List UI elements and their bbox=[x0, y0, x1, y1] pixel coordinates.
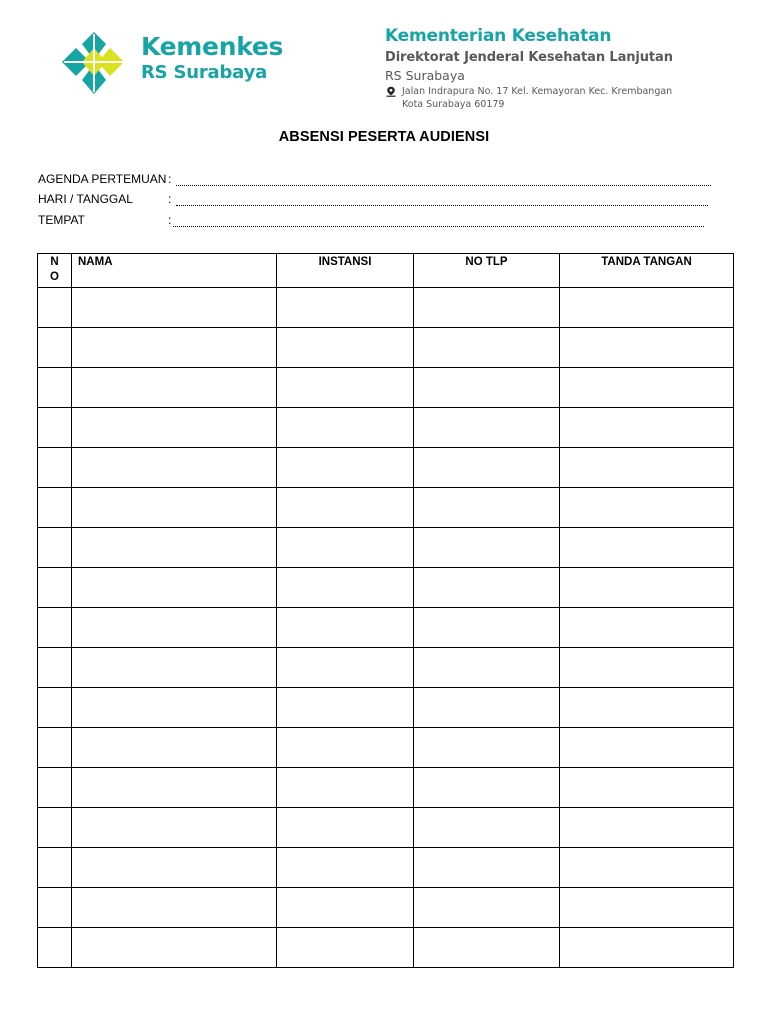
cell-tanda-tangan[interactable] bbox=[560, 928, 734, 968]
cell-no-tlp[interactable] bbox=[414, 328, 560, 368]
logo-line-rs-surabaya: RS Surabaya bbox=[141, 62, 268, 83]
cell-tanda-tangan[interactable] bbox=[560, 368, 734, 408]
cell-tanda-tangan[interactable] bbox=[560, 288, 734, 328]
cell-no[interactable] bbox=[38, 728, 72, 768]
header-tanda-tangan: TANDA TANGAN bbox=[560, 254, 734, 288]
cell-no-tlp[interactable] bbox=[414, 288, 560, 328]
cell-nama[interactable] bbox=[72, 528, 277, 568]
agenda-label: AGENDA PERTEMUAN bbox=[38, 172, 167, 186]
cell-tanda-tangan[interactable] bbox=[560, 608, 734, 648]
table-row bbox=[38, 568, 734, 608]
hari-tanggal-colon: : bbox=[168, 192, 172, 206]
table-row bbox=[38, 928, 734, 968]
table-row bbox=[38, 728, 734, 768]
cell-nama[interactable] bbox=[72, 648, 277, 688]
cell-no-tlp[interactable] bbox=[414, 848, 560, 888]
header-instansi: INSTANSI bbox=[277, 254, 414, 288]
cell-instansi[interactable] bbox=[277, 648, 414, 688]
cell-no[interactable] bbox=[38, 928, 72, 968]
cell-no[interactable] bbox=[38, 648, 72, 688]
cell-instansi[interactable] bbox=[277, 768, 414, 808]
cell-no-tlp[interactable] bbox=[414, 568, 560, 608]
cell-tanda-tangan[interactable] bbox=[560, 808, 734, 848]
organization-header bbox=[385, 26, 673, 111]
location-pin-icon bbox=[385, 86, 397, 98]
table-row bbox=[38, 528, 734, 568]
cell-no-tlp[interactable] bbox=[414, 768, 560, 808]
cell-tanda-tangan[interactable] bbox=[560, 408, 734, 448]
cell-instansi[interactable] bbox=[277, 528, 414, 568]
table-row bbox=[38, 888, 734, 928]
table-row bbox=[38, 688, 734, 728]
cell-no[interactable] bbox=[38, 328, 72, 368]
cell-no[interactable] bbox=[38, 768, 72, 808]
cell-tanda-tangan[interactable] bbox=[560, 728, 734, 768]
cell-tanda-tangan[interactable] bbox=[560, 648, 734, 688]
header-no-tlp: NO TLP bbox=[414, 254, 560, 288]
cell-tanda-tangan[interactable] bbox=[560, 848, 734, 888]
hari-tanggal-row bbox=[38, 192, 713, 208]
cell-no-tlp[interactable] bbox=[414, 688, 560, 728]
cell-no[interactable] bbox=[38, 488, 72, 528]
cell-no-tlp[interactable] bbox=[414, 528, 560, 568]
cell-no[interactable] bbox=[38, 408, 72, 448]
cell-instansi[interactable] bbox=[277, 368, 414, 408]
cell-no[interactable] bbox=[38, 448, 72, 488]
cell-no[interactable] bbox=[38, 368, 72, 408]
cell-no[interactable] bbox=[38, 288, 72, 328]
cell-nama[interactable] bbox=[72, 928, 277, 968]
cell-tanda-tangan[interactable] bbox=[560, 448, 734, 488]
page-title: ABSENSI PESERTA AUDIENSI bbox=[278, 129, 490, 145]
cell-no[interactable] bbox=[38, 528, 72, 568]
address-line-2: Kota Surabaya 60179 bbox=[402, 99, 505, 110]
cell-tanda-tangan[interactable] bbox=[560, 488, 734, 528]
cell-nama[interactable] bbox=[72, 888, 277, 928]
cell-no-tlp[interactable] bbox=[414, 808, 560, 848]
cell-nama[interactable] bbox=[72, 608, 277, 648]
cell-no-tlp[interactable] bbox=[414, 448, 560, 488]
table-row bbox=[38, 608, 734, 648]
table-row bbox=[38, 808, 734, 848]
cell-no-tlp[interactable] bbox=[414, 608, 560, 648]
address-line-1: Jalan Indrapura No. 17 Kel. Kemayoran Kec. Krembangan bbox=[402, 86, 673, 97]
table-row bbox=[38, 368, 734, 408]
cell-no[interactable] bbox=[38, 608, 72, 648]
cell-no[interactable] bbox=[38, 688, 72, 728]
cell-instansi[interactable] bbox=[277, 808, 414, 848]
header-no bbox=[38, 254, 72, 288]
cell-no-tlp[interactable] bbox=[414, 408, 560, 448]
cell-no[interactable] bbox=[38, 568, 72, 608]
hospital-address bbox=[385, 85, 673, 111]
tempat-label: TEMPAT bbox=[38, 213, 85, 227]
cell-instansi[interactable] bbox=[277, 448, 414, 488]
directorate-name: Direktorat Jenderal Kesehatan Lanjutan bbox=[385, 50, 673, 65]
cell-nama[interactable] bbox=[72, 768, 277, 808]
cell-instansi[interactable] bbox=[277, 608, 414, 648]
ministry-name: Kementerian Kesehatan bbox=[385, 26, 612, 46]
kemenkes-logo-icon bbox=[60, 30, 128, 96]
cell-nama[interactable] bbox=[72, 848, 277, 888]
cell-instansi[interactable] bbox=[277, 488, 414, 528]
table-row bbox=[38, 648, 734, 688]
cell-no-tlp[interactable] bbox=[414, 648, 560, 688]
cell-tanda-tangan[interactable] bbox=[560, 568, 734, 608]
table-header-row bbox=[38, 254, 734, 288]
hari-tanggal-label: HARI / TANGGAL bbox=[38, 192, 133, 206]
header-no-text: N O bbox=[50, 256, 59, 283]
table-row bbox=[38, 408, 734, 448]
hari-tanggal-fill-line[interactable] bbox=[176, 197, 708, 206]
tempat-colon: : bbox=[168, 213, 172, 227]
logo-wordmark bbox=[141, 34, 283, 82]
cell-nama[interactable] bbox=[72, 488, 277, 528]
hospital-name: RS Surabaya bbox=[385, 68, 465, 83]
agenda-colon: : bbox=[168, 172, 172, 186]
attendance-table-body bbox=[38, 288, 734, 968]
cell-no-tlp[interactable] bbox=[414, 728, 560, 768]
cell-no-tlp[interactable] bbox=[414, 888, 560, 928]
cell-instansi[interactable] bbox=[277, 848, 414, 888]
cell-no-tlp[interactable] bbox=[414, 488, 560, 528]
cell-instansi[interactable] bbox=[277, 288, 414, 328]
cell-instansi[interactable] bbox=[277, 888, 414, 928]
cell-nama[interactable] bbox=[72, 688, 277, 728]
cell-instansi[interactable] bbox=[277, 928, 414, 968]
tempat-row bbox=[38, 213, 713, 229]
table-row bbox=[38, 328, 734, 368]
cell-instansi[interactable] bbox=[277, 408, 414, 448]
cell-nama[interactable] bbox=[72, 448, 277, 488]
cell-nama[interactable] bbox=[72, 328, 277, 368]
table-row bbox=[38, 448, 734, 488]
agenda-fill-line[interactable] bbox=[176, 177, 711, 186]
table-row bbox=[38, 488, 734, 528]
cell-tanda-tangan[interactable] bbox=[560, 328, 734, 368]
header-nama: NAMA bbox=[72, 254, 277, 288]
cell-no[interactable] bbox=[38, 848, 72, 888]
cell-no-tlp[interactable] bbox=[414, 928, 560, 968]
cell-nama[interactable] bbox=[72, 288, 277, 328]
cell-no[interactable] bbox=[38, 888, 72, 928]
cell-no[interactable] bbox=[38, 808, 72, 848]
table-row bbox=[38, 288, 734, 328]
logo-line-kemenkes: Kemenkes bbox=[141, 32, 284, 61]
cell-tanda-tangan[interactable] bbox=[560, 688, 734, 728]
attendance-table bbox=[37, 253, 734, 968]
tempat-fill-line[interactable] bbox=[173, 218, 704, 227]
cell-nama[interactable] bbox=[72, 808, 277, 848]
cell-nama[interactable] bbox=[72, 568, 277, 608]
cell-instansi[interactable] bbox=[277, 328, 414, 368]
cell-no-tlp[interactable] bbox=[414, 368, 560, 408]
agenda-row bbox=[38, 172, 713, 188]
cell-tanda-tangan[interactable] bbox=[560, 888, 734, 928]
cell-nama[interactable] bbox=[72, 368, 277, 408]
cell-tanda-tangan[interactable] bbox=[560, 528, 734, 568]
cell-instansi[interactable] bbox=[277, 728, 414, 768]
cell-tanda-tangan[interactable] bbox=[560, 768, 734, 808]
cell-instansi[interactable] bbox=[277, 688, 414, 728]
table-row bbox=[38, 848, 734, 888]
cell-nama[interactable] bbox=[72, 728, 277, 768]
cell-nama[interactable] bbox=[72, 408, 277, 448]
cell-instansi[interactable] bbox=[277, 568, 414, 608]
table-row bbox=[38, 768, 734, 808]
